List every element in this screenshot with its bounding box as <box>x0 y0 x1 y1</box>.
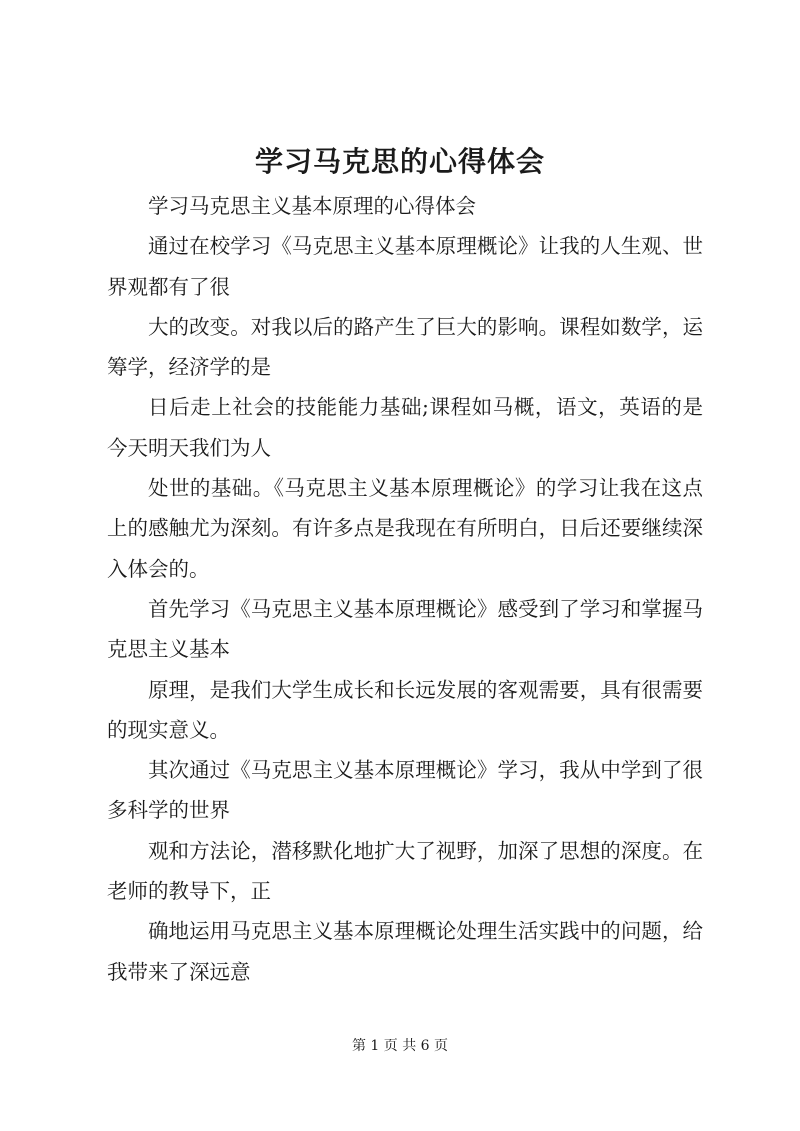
paragraph: 日后走上社会的技能能力基础;课程如马概，语文，英语的是今天明天我们为人 <box>107 395 703 460</box>
paragraph: 首先学习《马克思主义基本原理概论》感受到了学习和掌握马克思主义基本 <box>107 596 703 662</box>
document-body <box>107 186 703 992</box>
page-footer: 第 1 页 共 6 页 <box>351 1038 449 1054</box>
paragraph: 其次通过《马克思主义基本原理概论》学习，我从中学到了很多科学的世界 <box>107 758 703 823</box>
paragraph: 学习马克思主义基本原理的心得体会 <box>148 194 476 218</box>
paragraph: 处世的基础。《马克思主义基本原理概论》的学习让我在这点上的感触尤为深刻。有许多点是我现在有所明白，日后还要继续深入体会的。 <box>107 476 703 581</box>
paragraph: 原理，是我们大学生成长和长远发展的客观需要，具有很需要的现实意义。 <box>107 677 703 742</box>
document-title: 学习马克思的心得体会 <box>254 145 545 178</box>
paragraph: 大的改变。对我以后的路产生了巨大的影响。课程如数学，运筹学，经济学的是 <box>107 314 703 380</box>
paragraph: 确地运用马克思主义基本原理概论处理生活实践中的问题，给我带来了深远意 <box>107 919 703 984</box>
paragraph: 观和方法论，潜移默化地扩大了视野，加深了思想的深度。在老师的教导下，正 <box>107 838 703 904</box>
paragraph: 通过在校学习《马克思主义基本原理概论》让我的人生观、世界观都有了很 <box>107 234 703 299</box>
